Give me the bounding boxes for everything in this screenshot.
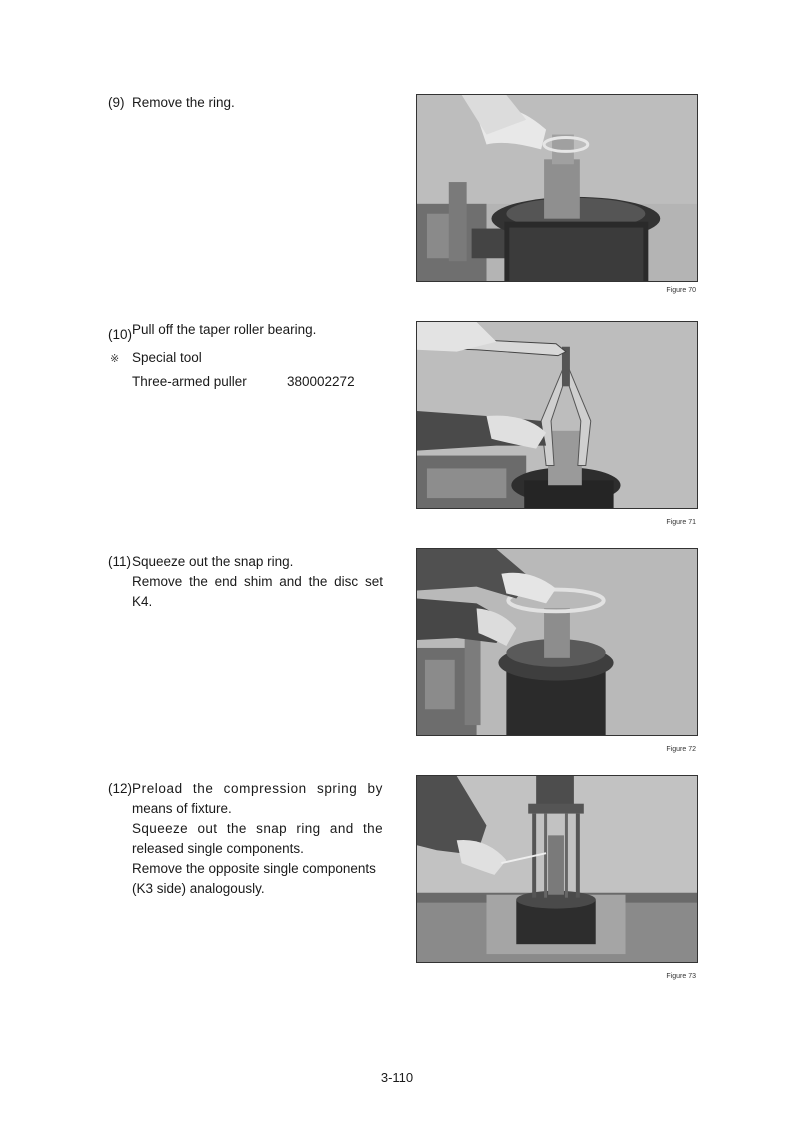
- step-text-line: [108, 779, 383, 799]
- step-number: (10): [108, 327, 133, 342]
- step-text: Squeeze out the snap ring.: [132, 554, 294, 569]
- step-text-line: [108, 320, 383, 340]
- step-9: [108, 93, 383, 113]
- step-text-line: [108, 799, 383, 819]
- step-text: Pull off the taper roller bearing.: [132, 322, 317, 337]
- special-tool-note: [108, 348, 383, 368]
- step-12: [108, 779, 383, 899]
- tool-name: Three-armed puller: [132, 374, 247, 389]
- figure-71-photo: [416, 321, 698, 509]
- step-number: (9): [108, 95, 125, 110]
- figure-73-photo: [416, 775, 698, 963]
- special-tool-title: Special tool: [132, 350, 202, 365]
- step-text-line: [108, 819, 383, 839]
- step-text-line: [108, 592, 383, 612]
- step-11: [108, 552, 383, 612]
- step-text: K4.: [132, 594, 153, 609]
- step-text-line: [108, 552, 383, 572]
- step-text-line: [108, 93, 383, 113]
- step-text-line: [108, 839, 383, 859]
- step-text: means of fixture.: [132, 801, 232, 816]
- step-text: released single components.: [132, 841, 304, 856]
- figure-caption: Figure 70: [666, 287, 696, 294]
- note-symbol: ※: [110, 353, 120, 365]
- step-text-line: [108, 572, 383, 592]
- page-number: 3-110: [380, 1070, 414, 1085]
- step-text: (K3 side) analogously.: [132, 881, 265, 896]
- step-text: Remove the end shim and the disc set: [132, 574, 383, 589]
- step-text-line: [108, 859, 383, 879]
- figure-caption: Figure 72: [666, 746, 696, 753]
- tool-part-number: 380002272: [287, 374, 355, 389]
- figure-70-photo: [416, 94, 698, 282]
- step-text-line: [108, 879, 383, 899]
- step-number: (11): [108, 554, 132, 569]
- special-tool-row: [108, 372, 383, 392]
- step-number: (12): [108, 781, 133, 796]
- figure-caption: Figure 73: [666, 973, 696, 980]
- step-text: Remove the ring.: [132, 95, 235, 110]
- figure-72-photo: [416, 548, 698, 736]
- step-10: [108, 320, 383, 392]
- step-text: Remove the opposite single components: [132, 861, 376, 876]
- figure-caption: Figure 71: [666, 519, 696, 526]
- step-text: Preload the compression spring by: [132, 781, 383, 796]
- step-text: Squeeze out the snap ring and the: [132, 821, 383, 836]
